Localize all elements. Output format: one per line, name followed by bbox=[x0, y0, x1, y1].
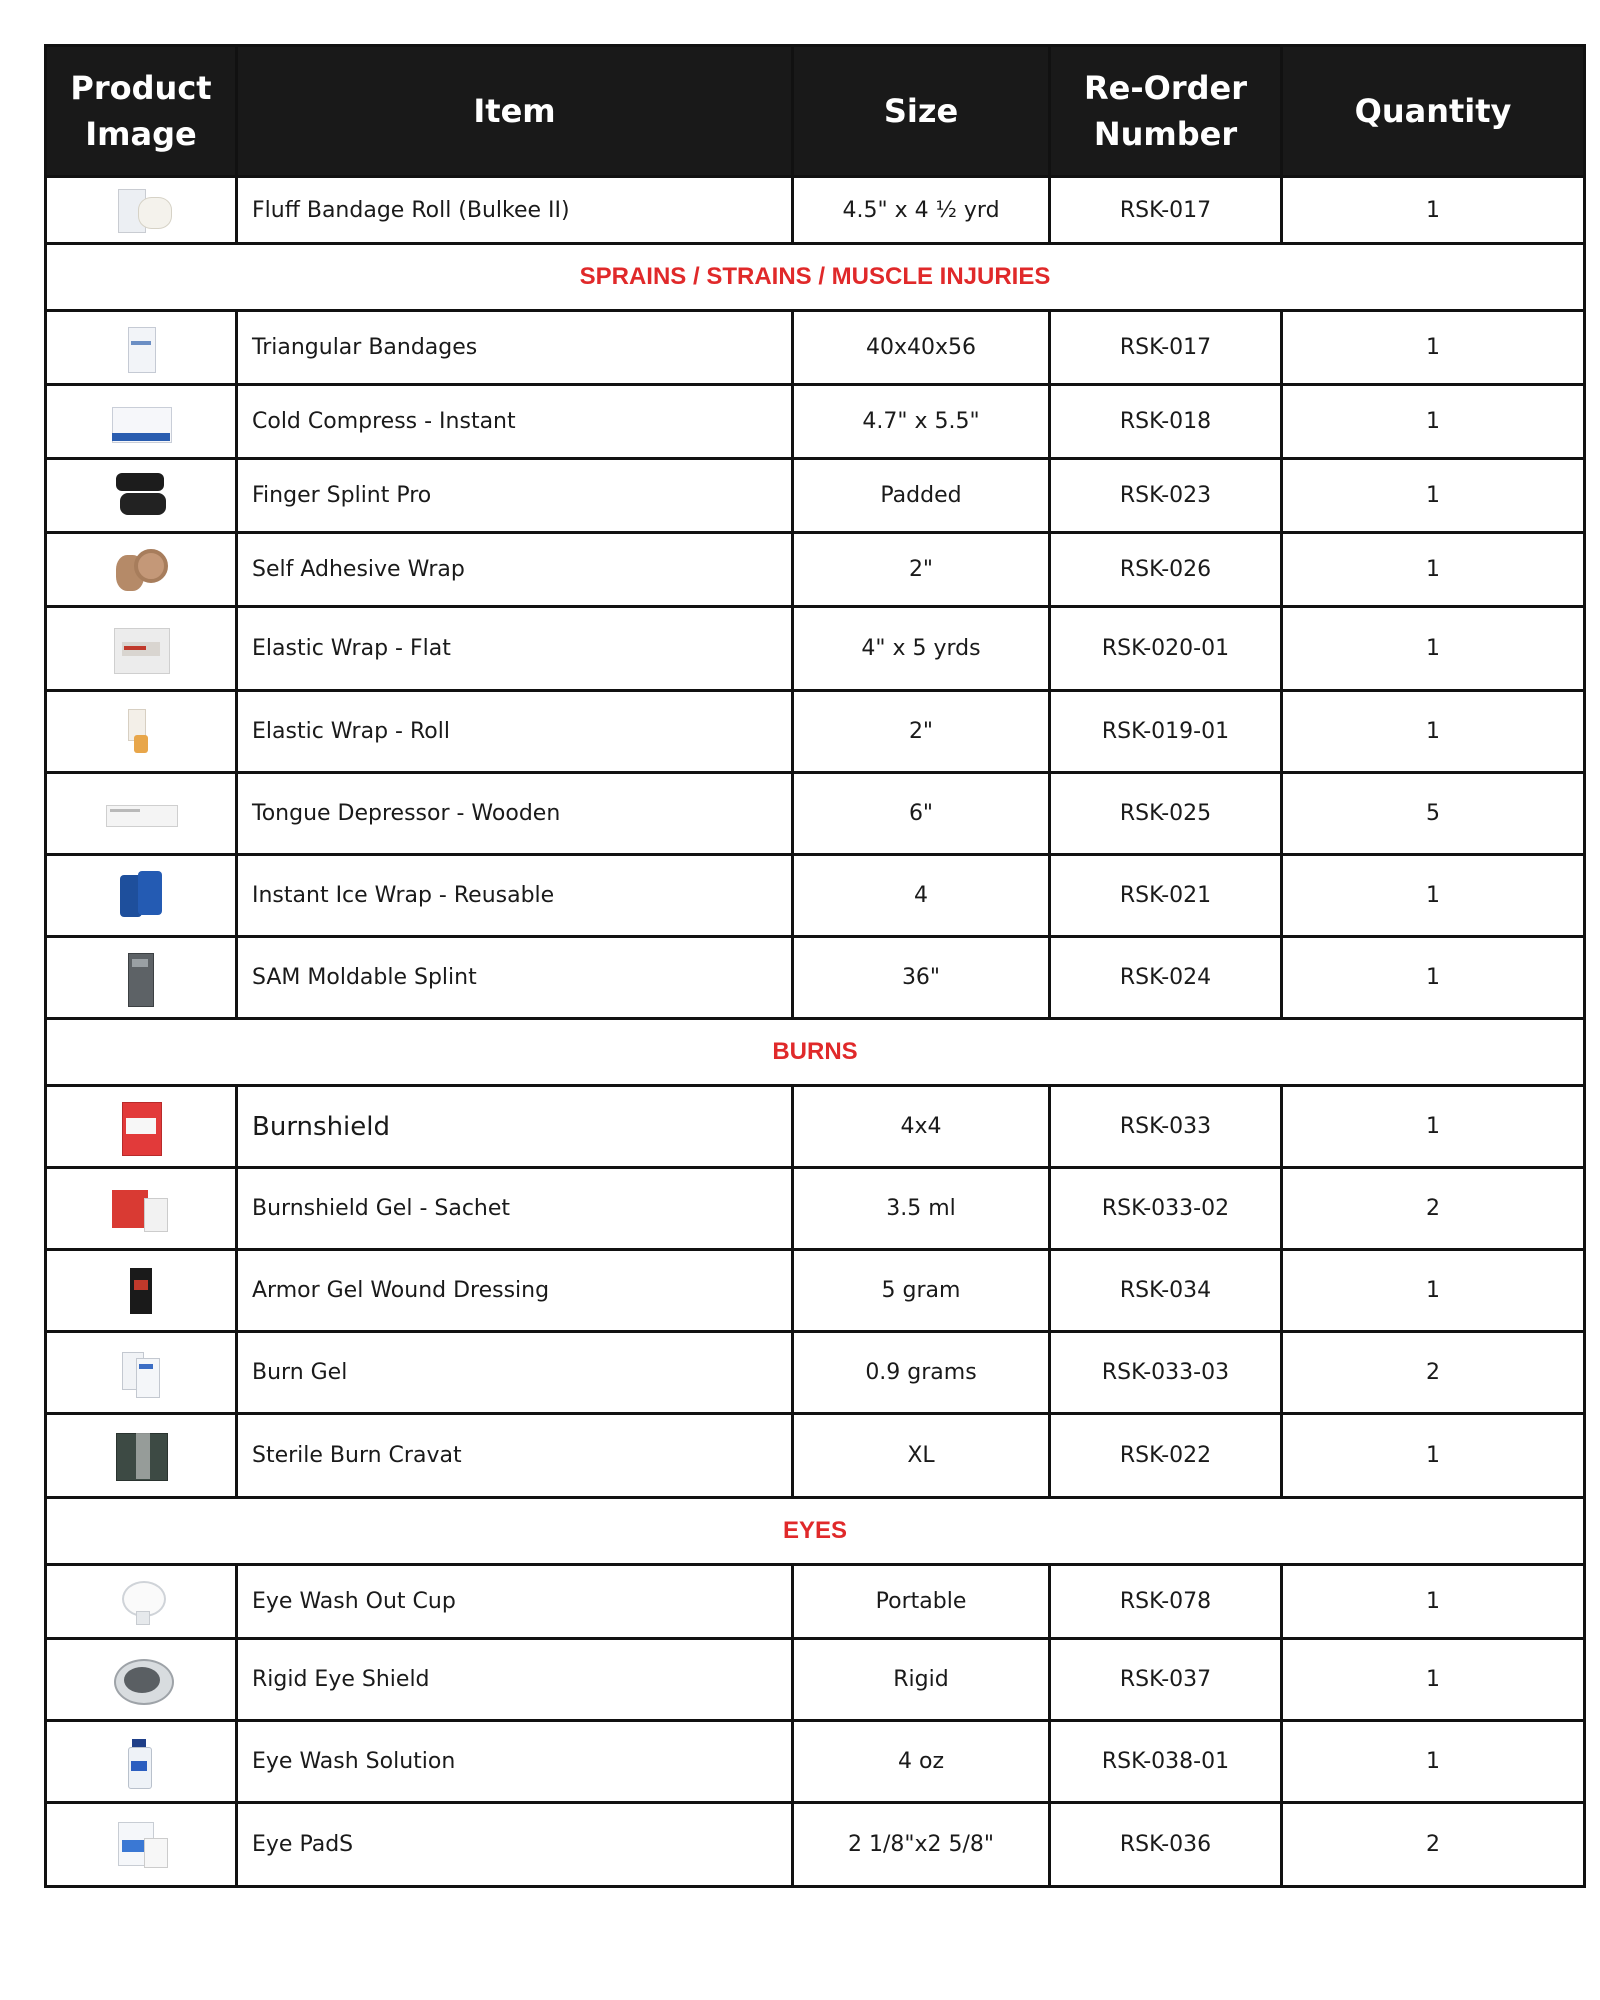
item-quantity: 1 bbox=[1282, 311, 1585, 385]
table-row bbox=[46, 1332, 1585, 1414]
item-reorder-number: RSK-025 bbox=[1050, 773, 1282, 855]
item-quantity: 2 bbox=[1282, 1332, 1585, 1414]
item-reorder-number: RSK-026 bbox=[1050, 533, 1282, 607]
adhesive-wrap-icon bbox=[106, 543, 176, 597]
item-quantity: 1 bbox=[1282, 937, 1585, 1019]
item-reorder-number: RSK-023 bbox=[1050, 459, 1282, 533]
table-row bbox=[46, 937, 1585, 1019]
elastic-wrap-flat-icon bbox=[106, 622, 176, 676]
item-name: Eye Wash Out Cup bbox=[237, 1565, 793, 1639]
item-name: Self Adhesive Wrap bbox=[237, 533, 793, 607]
item-quantity: 1 bbox=[1282, 1565, 1585, 1639]
product-list-sheet bbox=[44, 44, 1583, 1888]
table-row bbox=[46, 1250, 1585, 1332]
item-name: Rigid Eye Shield bbox=[237, 1639, 793, 1721]
product-image-cell bbox=[46, 177, 237, 244]
item-size: 40x40x56 bbox=[793, 311, 1050, 385]
fluff-bandage-roll-icon bbox=[106, 183, 176, 237]
item-reorder-number: RSK-036 bbox=[1050, 1803, 1282, 1887]
item-quantity: 1 bbox=[1282, 1086, 1585, 1168]
eye-shield-icon bbox=[106, 1653, 176, 1707]
item-name: Finger Splint Pro bbox=[237, 459, 793, 533]
item-name: Cold Compress - Instant bbox=[237, 385, 793, 459]
table-row bbox=[46, 1086, 1585, 1168]
ice-wrap-icon bbox=[106, 869, 176, 923]
item-size: 36" bbox=[793, 937, 1050, 1019]
table-row bbox=[46, 691, 1585, 773]
product-image-cell bbox=[46, 385, 237, 459]
sam-splint-icon bbox=[106, 951, 176, 1005]
burn-cravat-icon bbox=[106, 1429, 176, 1483]
table-row bbox=[46, 607, 1585, 691]
section-header-row bbox=[46, 1498, 1585, 1565]
item-quantity: 1 bbox=[1282, 1414, 1585, 1498]
item-reorder-number: RSK-033-03 bbox=[1050, 1332, 1282, 1414]
column-header-reorder: Re-Order Number bbox=[1050, 46, 1282, 177]
item-size: XL bbox=[793, 1414, 1050, 1498]
item-name: Armor Gel Wound Dressing bbox=[237, 1250, 793, 1332]
item-reorder-number: RSK-017 bbox=[1050, 177, 1282, 244]
item-name: Eye PadS bbox=[237, 1803, 793, 1887]
item-name: Burn Gel bbox=[237, 1332, 793, 1414]
product-image-cell bbox=[46, 855, 237, 937]
product-image-cell bbox=[46, 1721, 237, 1803]
column-header-image: Product Image bbox=[46, 46, 237, 177]
section-title: BURNS bbox=[46, 1019, 1585, 1086]
elastic-wrap-roll-icon bbox=[106, 705, 176, 759]
eye-wash-cup-icon bbox=[106, 1575, 176, 1629]
item-size: 3.5 ml bbox=[793, 1168, 1050, 1250]
item-reorder-number: RSK-078 bbox=[1050, 1565, 1282, 1639]
product-image-cell bbox=[46, 1168, 237, 1250]
item-name: Eye Wash Solution bbox=[237, 1721, 793, 1803]
item-quantity: 2 bbox=[1282, 1803, 1585, 1887]
item-reorder-number: RSK-022 bbox=[1050, 1414, 1282, 1498]
armor-gel-icon bbox=[106, 1264, 176, 1318]
item-name: Burnshield Gel - Sachet bbox=[237, 1168, 793, 1250]
item-size: 2" bbox=[793, 533, 1050, 607]
product-image-cell bbox=[46, 459, 237, 533]
item-reorder-number: RSK-033-02 bbox=[1050, 1168, 1282, 1250]
product-image-cell bbox=[46, 1250, 237, 1332]
product-image-cell bbox=[46, 1639, 237, 1721]
item-quantity: 1 bbox=[1282, 533, 1585, 607]
table-row bbox=[46, 1565, 1585, 1639]
table-row bbox=[46, 855, 1585, 937]
item-reorder-number: RSK-034 bbox=[1050, 1250, 1282, 1332]
table-row bbox=[46, 385, 1585, 459]
item-quantity: 1 bbox=[1282, 855, 1585, 937]
item-reorder-number: RSK-019-01 bbox=[1050, 691, 1282, 773]
product-image-cell bbox=[46, 691, 237, 773]
tongue-depressor-icon bbox=[106, 787, 176, 841]
item-name: Elastic Wrap - Flat bbox=[237, 607, 793, 691]
burn-gel-icon bbox=[106, 1346, 176, 1400]
product-image-cell bbox=[46, 533, 237, 607]
product-image-cell bbox=[46, 311, 237, 385]
table-row bbox=[46, 459, 1585, 533]
product-image-cell bbox=[46, 1803, 237, 1887]
item-reorder-number: RSK-018 bbox=[1050, 385, 1282, 459]
item-size: 6" bbox=[793, 773, 1050, 855]
table-row bbox=[46, 1168, 1585, 1250]
item-name: Instant Ice Wrap - Reusable bbox=[237, 855, 793, 937]
table-row bbox=[46, 1639, 1585, 1721]
item-name: Burnshield bbox=[237, 1086, 793, 1168]
table-header-row bbox=[46, 46, 1585, 177]
item-quantity: 2 bbox=[1282, 1168, 1585, 1250]
item-quantity: 1 bbox=[1282, 1250, 1585, 1332]
item-size: 4 oz bbox=[793, 1721, 1050, 1803]
item-reorder-number: RSK-017 bbox=[1050, 311, 1282, 385]
item-reorder-number: RSK-021 bbox=[1050, 855, 1282, 937]
item-quantity: 1 bbox=[1282, 1639, 1585, 1721]
product-image-cell bbox=[46, 937, 237, 1019]
eye-pads-icon bbox=[106, 1818, 176, 1872]
item-quantity: 1 bbox=[1282, 691, 1585, 773]
burnshield-gel-icon bbox=[106, 1182, 176, 1236]
item-size: 2" bbox=[793, 691, 1050, 773]
finger-splint-icon bbox=[106, 469, 176, 523]
item-size: 4 bbox=[793, 855, 1050, 937]
item-size: Rigid bbox=[793, 1639, 1050, 1721]
table-row bbox=[46, 311, 1585, 385]
item-size: 2 1/8"x2 5/8" bbox=[793, 1803, 1050, 1887]
item-size: 4" x 5 yrds bbox=[793, 607, 1050, 691]
product-image-cell bbox=[46, 607, 237, 691]
item-quantity: 1 bbox=[1282, 459, 1585, 533]
table-row bbox=[46, 1414, 1585, 1498]
item-quantity: 1 bbox=[1282, 177, 1585, 244]
item-reorder-number: RSK-038-01 bbox=[1050, 1721, 1282, 1803]
item-reorder-number: RSK-020-01 bbox=[1050, 607, 1282, 691]
item-size: Padded bbox=[793, 459, 1050, 533]
table-row bbox=[46, 533, 1585, 607]
product-image-cell bbox=[46, 1332, 237, 1414]
product-image-cell bbox=[46, 1414, 237, 1498]
item-name: Sterile Burn Cravat bbox=[237, 1414, 793, 1498]
section-title: SPRAINS / STRAINS / MUSCLE INJURIES bbox=[46, 244, 1585, 311]
table-body bbox=[46, 177, 1585, 1887]
section-header-row bbox=[46, 244, 1585, 311]
eye-wash-bottle-icon bbox=[106, 1735, 176, 1789]
column-header-size: Size bbox=[793, 46, 1050, 177]
table-row bbox=[46, 773, 1585, 855]
table-row bbox=[46, 177, 1585, 244]
item-quantity: 5 bbox=[1282, 773, 1585, 855]
product-image-cell bbox=[46, 773, 237, 855]
cold-compress-icon bbox=[106, 395, 176, 449]
item-size: 4.7" x 5.5" bbox=[793, 385, 1050, 459]
triangular-bandage-icon bbox=[106, 321, 176, 375]
item-reorder-number: RSK-024 bbox=[1050, 937, 1282, 1019]
item-name: Elastic Wrap - Roll bbox=[237, 691, 793, 773]
burnshield-icon bbox=[106, 1100, 176, 1154]
item-reorder-number: RSK-037 bbox=[1050, 1639, 1282, 1721]
item-name: SAM Moldable Splint bbox=[237, 937, 793, 1019]
item-size: Portable bbox=[793, 1565, 1050, 1639]
section-header-row bbox=[46, 1019, 1585, 1086]
item-quantity: 1 bbox=[1282, 1721, 1585, 1803]
item-name: Tongue Depressor - Wooden bbox=[237, 773, 793, 855]
column-header-item: Item bbox=[237, 46, 793, 177]
item-name: Fluff Bandage Roll (Bulkee II) bbox=[237, 177, 793, 244]
column-header-quantity: Quantity bbox=[1282, 46, 1585, 177]
item-reorder-number: RSK-033 bbox=[1050, 1086, 1282, 1168]
table-row bbox=[46, 1721, 1585, 1803]
item-size: 0.9 grams bbox=[793, 1332, 1050, 1414]
item-quantity: 1 bbox=[1282, 385, 1585, 459]
product-image-cell bbox=[46, 1086, 237, 1168]
product-image-cell bbox=[46, 1565, 237, 1639]
item-size: 5 gram bbox=[793, 1250, 1050, 1332]
section-title: EYES bbox=[46, 1498, 1585, 1565]
item-name: Triangular Bandages bbox=[237, 311, 793, 385]
table-row bbox=[46, 1803, 1585, 1887]
item-quantity: 1 bbox=[1282, 607, 1585, 691]
item-size: 4x4 bbox=[793, 1086, 1050, 1168]
product-table bbox=[44, 44, 1586, 1888]
item-size: 4.5" x 4 ½ yrd bbox=[793, 177, 1050, 244]
